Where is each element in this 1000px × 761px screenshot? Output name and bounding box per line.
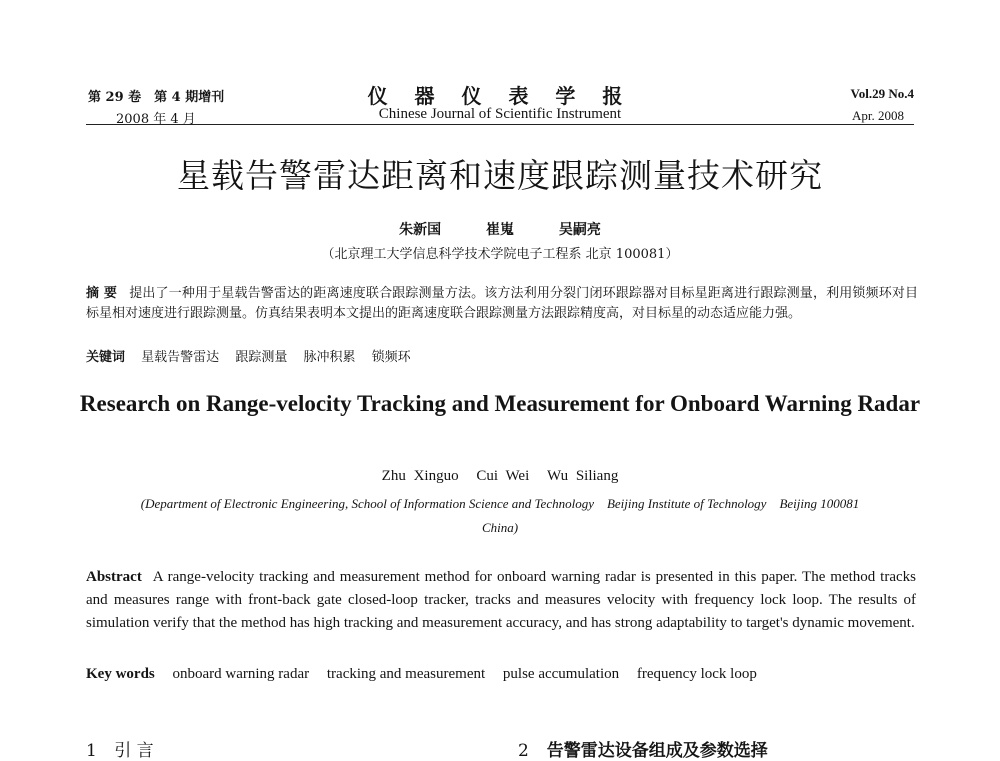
abstract-en-label: Abstract	[86, 569, 142, 585]
header-date-en: Apr. 2008	[852, 108, 904, 123]
keyword-cn: 锁频环	[371, 350, 411, 365]
affiliation-en: (Department of Electronic Engineering, School of Information Science and Technology Beijing Institute of Technology Beijing 100081 China)	[140, 496, 860, 535]
abstract-cn-label: 摘 要	[86, 286, 117, 301]
author-en: Wu Siliang	[547, 468, 619, 484]
section-title: 引 言	[114, 741, 154, 761]
author-en: Zhu Xinguo	[381, 468, 459, 484]
section-heading-introduction	[86, 736, 154, 761]
keyword-en: tracking and measurement	[326, 666, 486, 682]
section-number: 1	[86, 741, 97, 761]
keyword-cn: 星载告警雷达	[141, 350, 220, 365]
keyword-en: frequency lock loop	[636, 666, 757, 682]
author-en: Cui Wei	[476, 468, 530, 484]
keyword-en: onboard warning radar	[172, 666, 310, 682]
keywords-cn	[86, 346, 411, 365]
paper-title-en: Research on Range-velocity Tracking and Measurement for Onboard Warning Radar	[79, 391, 921, 416]
abstract-en	[86, 566, 916, 635]
keyword-cn: 跟踪测量	[235, 350, 288, 365]
authors-en	[0, 468, 1000, 485]
abstract-cn-text: 提出了一种用于星载告警雷达的距离速度联合跟踪测量方法。该方法利用分裂门闭环跟踪器对目标星距离进行跟踪测量，利用锁频环对目标星相对速度进行跟踪测量。仿真结果表明本文提出的距离速度联合跟踪测量方法跟踪精度高，对目标星的动态适应能力强。	[86, 286, 918, 321]
abstract-en-text: A range-velocity tracking and measurement method for onboard warning radar is presented in this paper. The method tracks and measures range with front-back gate closed-loop tracker, tracks and measures velocity with frequency lock loop. The results of simulation verify that the method has high tracking and measurement accuracy, and has strong adaptability to target's dynamic movement.	[86, 569, 916, 631]
header-date-cn: 2008 年 4 月	[116, 112, 196, 127]
authors-cn	[0, 219, 1000, 239]
author-cn: 吴嗣亮	[558, 222, 601, 238]
journal-name-cn: 仪 器 仪 表 学 报	[367, 84, 633, 108]
keywords-en	[86, 666, 757, 683]
abstract-cn	[86, 284, 918, 324]
header-rule	[86, 124, 914, 125]
affiliation-cn: （北京理工大学信息科学技术学院电子工程系 北京 100081）	[321, 247, 679, 262]
keywords-cn-label: 关键词	[86, 350, 126, 365]
section-heading-composition	[518, 736, 768, 761]
header-volume-cn: 第 29 卷 第 4 期增刊	[88, 90, 225, 105]
keyword-en: pulse accumulation	[502, 666, 620, 682]
author-cn: 崔嵬	[486, 222, 514, 238]
journal-name-en: Chinese Journal of Scientific Instrument	[378, 106, 622, 122]
paper-title-cn: 星载告警雷达距离和速度跟踪测量技术研究	[177, 156, 823, 195]
section-number: 2	[518, 741, 529, 761]
author-cn: 朱新国	[399, 222, 442, 238]
header-volume-en: Vol.29 No.4	[850, 86, 914, 101]
keywords-en-label: Key words	[86, 666, 155, 682]
keyword-cn: 脉冲积累	[303, 350, 356, 365]
section-title: 告警雷达设备组成及参数选择	[546, 741, 768, 761]
